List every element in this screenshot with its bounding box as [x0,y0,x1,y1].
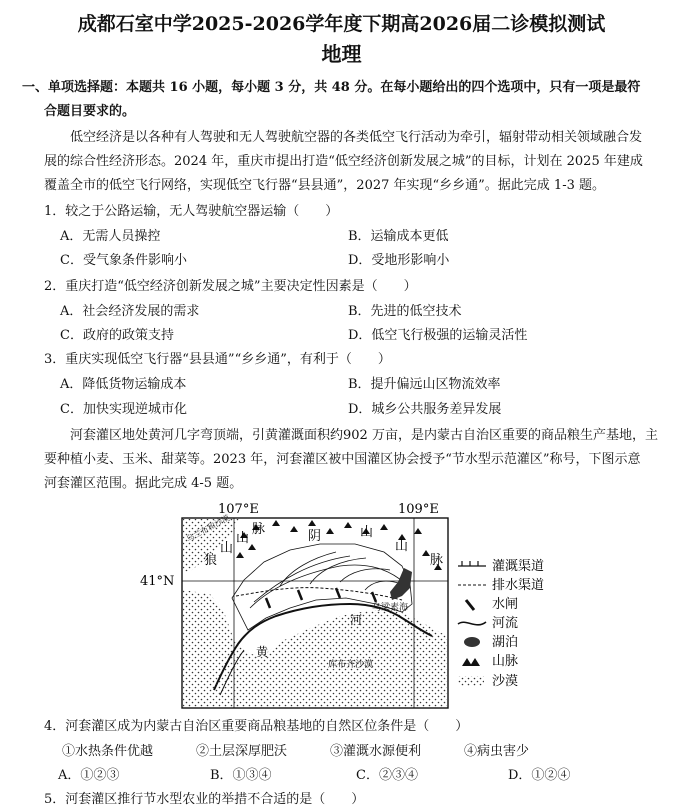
question-4-item-3: ③灌溉水源便利 [330,744,422,759]
question-3-option-c: C．加快实现逆城市化 [60,402,187,417]
mountain-char: 山 [360,525,374,540]
legend-mountain-symbol [462,658,480,666]
question-4-item-4: ④病虫害少 [464,744,530,759]
question-4-option-a: A．①②③ [58,768,120,783]
question-1-option-a: A．无需人员操控 [60,229,161,244]
question-2-option-a: A．社会经济发展的需求 [60,304,200,319]
legend-lake: 湖泊 [492,635,519,650]
passage2-line3: 河套灌区范围。据此完成 4-5 题。 [44,476,243,491]
mountain-char: 脉 [430,553,444,568]
mountain-labels [204,522,443,568]
question-2-option-c: C．政府的政策支持 [60,328,174,343]
passage2-line1: 河套灌区地处黄河几字弯顶端，引黄灌溉面积约902 万亩，是内蒙古自治区重要的商品粮生产基地，主 [70,428,658,443]
question-4-stem: 4．河套灌区成为内蒙古自治区重要商品粮基地的自然区位条件是（ ） [44,719,469,734]
mountain-char: 山 [220,541,234,556]
question-1-option-c: C．受气象条件影响小 [60,253,187,268]
question-2-stem: 2．重庆打造“低空经济创新发展之城”主要决定性因素是（ ） [44,279,417,294]
mountain-char: 阴 [308,529,322,544]
legend-drainage: 排水渠道 [492,578,545,593]
mountain-char: 山 [395,539,409,554]
passage1-line1: 低空经济是以各种有人驾驶和无人驾驶航空器的各类低空飞行活动为牵引，辐射带动相关领域融合发 [70,130,643,145]
legend-sluice-symbol [466,600,474,610]
lake-label: 乌梁素海 [372,603,409,613]
question-4-option-c: C．②③④ [356,768,418,783]
mountain-char: 脉 [252,522,266,537]
question-2-option-d: D．低空飞行极强的运输灵活性 [348,328,528,343]
question-4-item-2: ②土层深厚肥沃 [196,744,288,759]
legend-desert: 沙漠 [492,674,519,689]
section-instruction-line1: 一、单项选择题：本题共 16 小题，每小题 3 分，共 48 分。在每小题给出的四个选项中，只有一项是最符 [22,80,641,95]
legend-sluice: 水闸 [492,597,519,612]
desert-bottom-label: 库布齐沙漠 [328,660,374,670]
question-1-option-d: D．受地形影响小 [348,253,450,268]
question-1-option-b: B．运输成本更低 [348,229,449,244]
mountain-char: 山 [236,531,250,546]
passage1-line2: 展的综合性经济形态。2024 年，重庆市提出打造“低空经济创新发展之城”的目标，计划在 2025 年建成 [44,154,643,169]
question-4-option-b: B．①③④ [210,768,272,783]
legend-river-symbol [458,622,486,625]
legend-river: 河流 [492,616,519,631]
mountain-range [236,520,442,570]
question-3-stem: 3．重庆实现低空飞行器“县县通”“乡乡通”，有利于（ ） [44,352,391,367]
legend-irrigation-symbol [458,561,486,566]
map-legend [458,558,544,689]
section-instruction-line2: 合题目要求的。 [44,104,136,119]
longitude-107-label: 107°E [218,502,259,517]
question-4-item-1: ①水热条件优越 [62,744,154,759]
subject-title: 地理 [321,42,362,66]
question-3-option-b: B．提升偏远山区物流效率 [348,377,501,392]
river-label-huang: 黄 [256,645,269,659]
latitude-41-label: 41°N [140,574,175,589]
legend-lake-symbol [464,637,480,647]
longitude-109-label: 109°E [398,502,439,517]
question-4-option-d: D．①②④ [508,768,571,783]
exam-title: 成都石室中学2025-2026学年度下期高2026届二诊模拟测试 [77,13,606,35]
mountain-char: 狼 [204,553,218,568]
desert-top-left-label: 乌兰布和沙漠 [184,513,232,544]
question-3-option-d: D．城乡公共服务差异发展 [348,402,502,417]
hetao-irrigation-map [140,500,550,712]
question-3-option-a: A．降低货物运输成本 [60,377,187,392]
river-label-he: 河 [350,613,363,627]
legend-irrigation: 灌溉渠道 [492,559,545,574]
legend-mountain: 山脉 [492,654,519,669]
question-5-stem: 5．河套灌区推行节水型农业的举措不合适的是（ ） [44,792,365,807]
lake-wuliangsuhai [390,568,412,600]
legend-desert-symbol [458,676,484,686]
question-1-stem: 1．较之于公路运输，无人驾驶航空器运输（ ） [44,204,339,219]
passage2-line2: 要种植小麦、玉米、甜菜等。2023 年，河套灌区被中国灌区协会授予“节水型示范灌区”称号，下图示意 [44,452,641,467]
passage1-line3: 覆盖全市的低空飞行网络，实现低空飞行器“县县通”，2027 年实现“乡乡通”。据此完成 1-3 题。 [44,178,606,193]
question-2-option-b: B．先进的低空技术 [348,304,462,319]
